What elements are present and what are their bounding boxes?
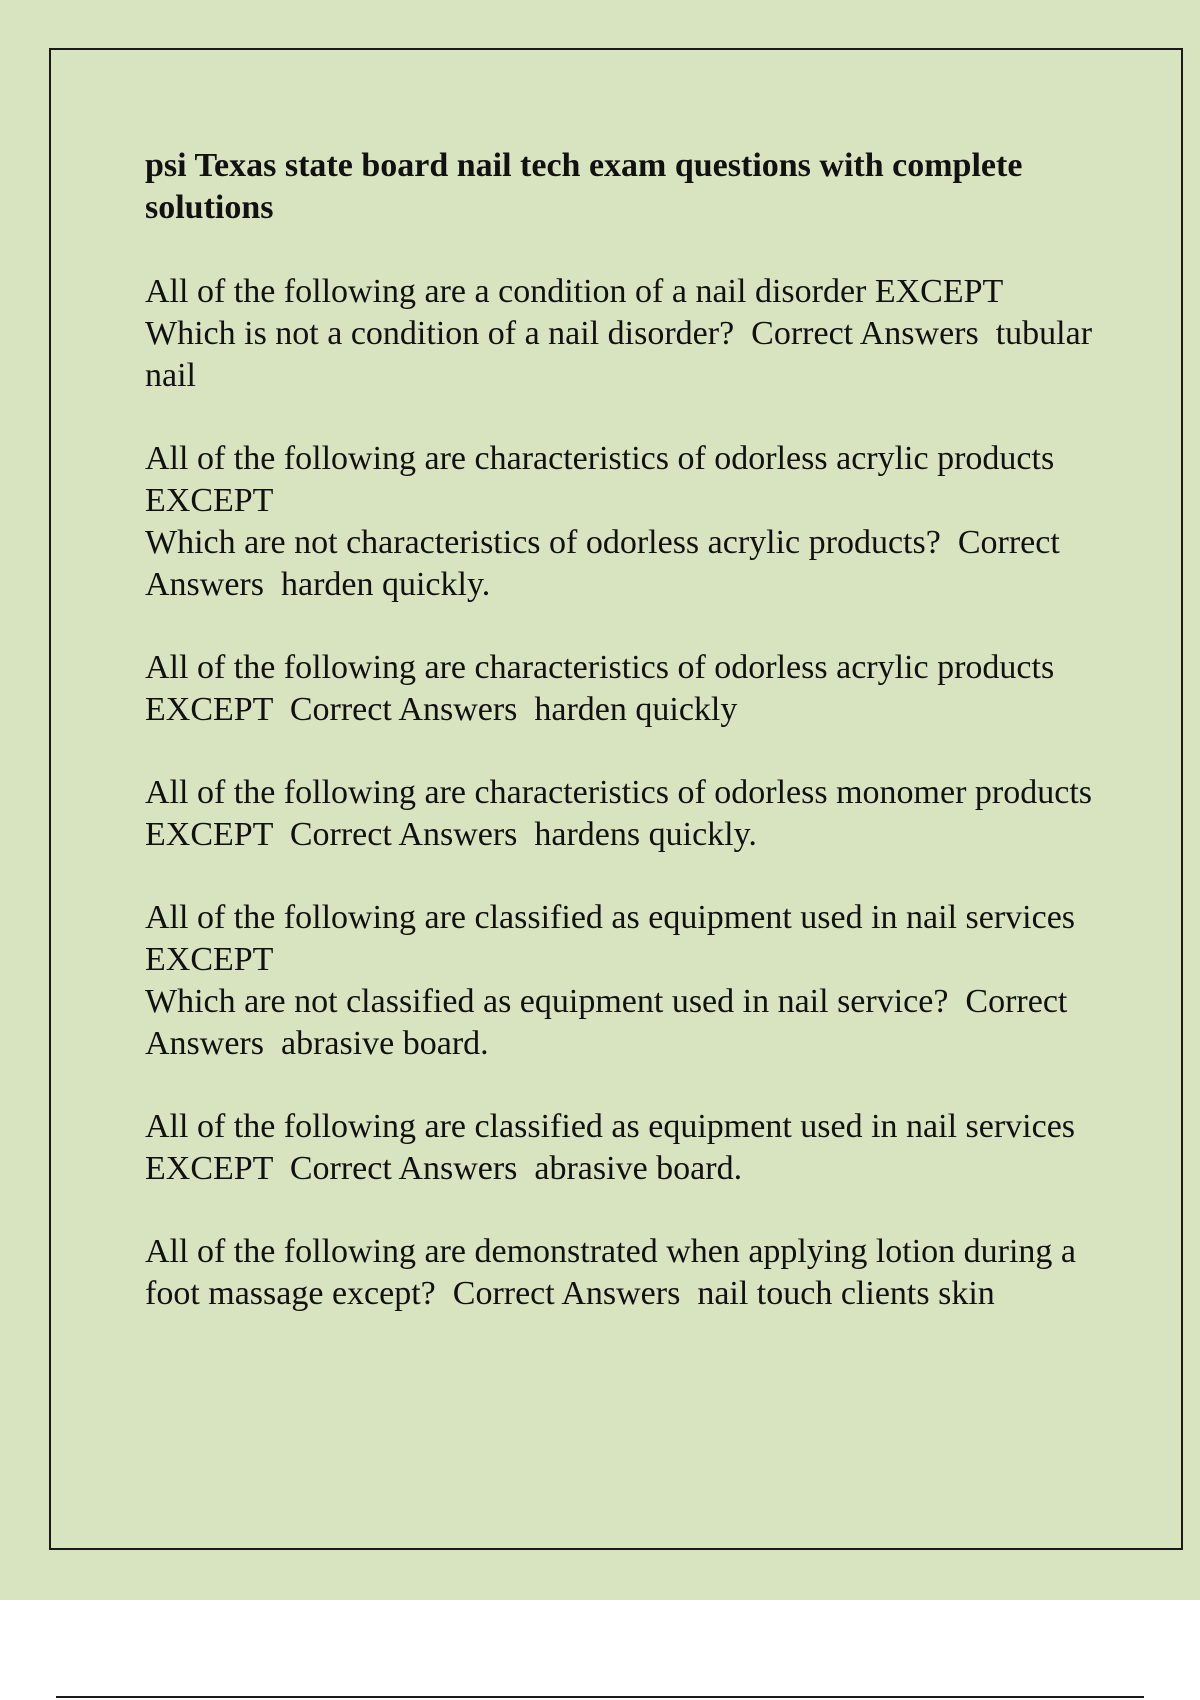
answer-text: Which is not a condition of a nail disorder? Correct Answers tubular nail: [145, 315, 1101, 394]
question-text: All of the following are classified as equipment used in nail services EXCEPT Correct Answers abrasive board.: [145, 1108, 1084, 1187]
answer-text: Which are not classified as equipment used in nail service? Correct Answers abrasive board.: [145, 983, 1075, 1062]
question-text: All of the following are characteristics of odorless acrylic products EXCEPT: [145, 440, 1063, 519]
question-text: All of the following are demonstrated when applying lotion during a foot massage except? Correct Answers nail touch clients skin: [145, 1233, 1085, 1312]
question-text: All of the following are classified as equipment used in nail services EXCEPT: [145, 899, 1084, 978]
question-block-3: [145, 647, 1105, 731]
question-block-6: [145, 1106, 1105, 1190]
question-text: All of the following are characteristics of odorless monomer products EXCEPT Correct Answers hardens quickly.: [145, 774, 1101, 853]
question-block-7: [145, 1231, 1105, 1315]
footer-rule: [56, 1696, 1144, 1698]
answer-text: Which are not characteristics of odorless acrylic products? Correct Answers harden quickly.: [145, 524, 1067, 603]
document-title: psi Texas state board nail tech exam questions with complete solutions: [145, 147, 1023, 226]
question-text: All of the following are characteristics of odorless acrylic products EXCEPT Correct Answers harden quickly: [145, 649, 1063, 728]
question-text: All of the following are a condition of a nail disorder EXCEPT: [145, 273, 1004, 310]
question-block-4: [145, 772, 1105, 856]
document-content: [145, 145, 1105, 1356]
question-block-2: [145, 438, 1105, 606]
question-block-1: [145, 271, 1105, 397]
question-block-5: [145, 897, 1105, 1065]
